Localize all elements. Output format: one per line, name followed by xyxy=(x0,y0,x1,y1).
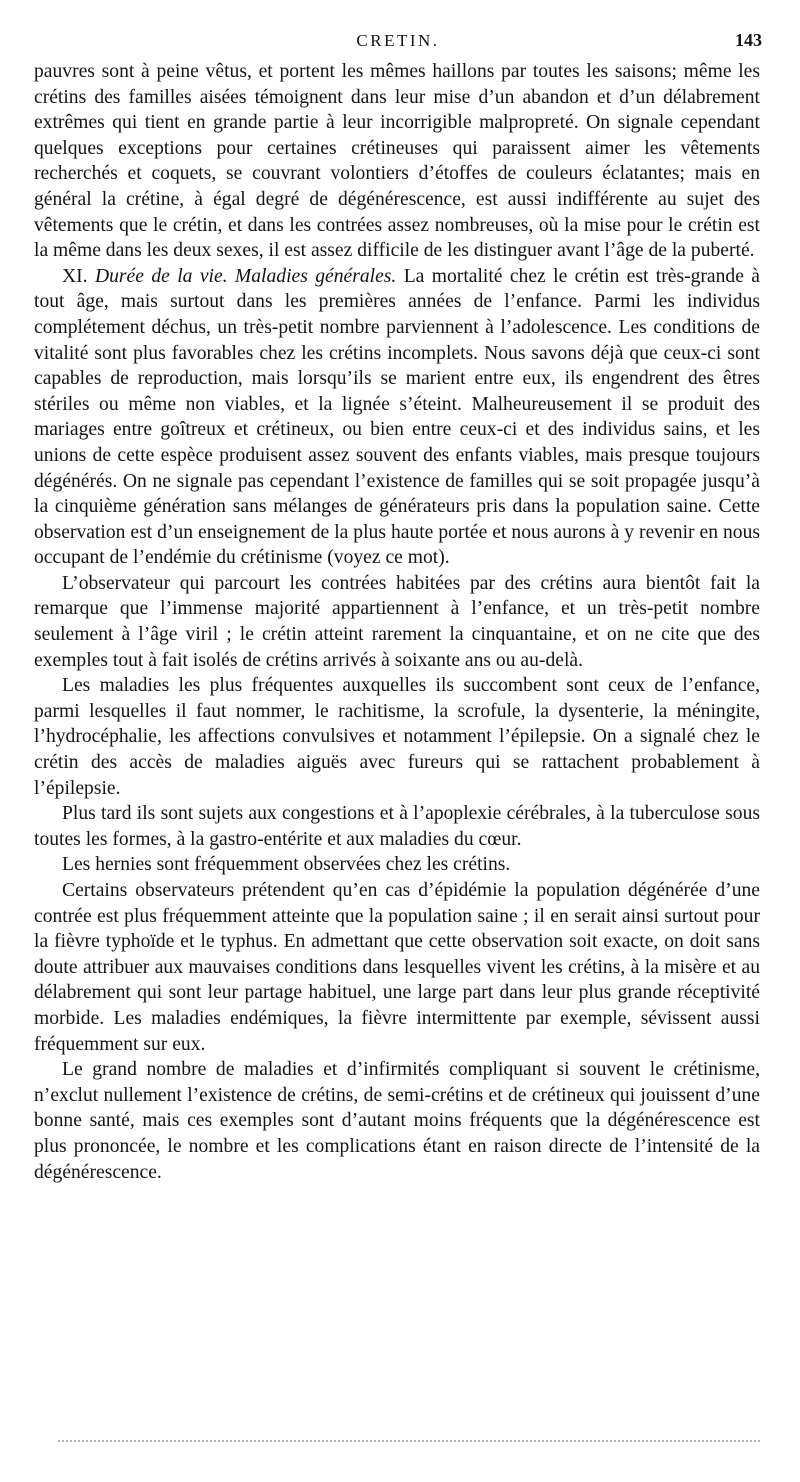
bottom-dotted-rule xyxy=(58,1440,760,1448)
section-xi-text: La mortalité chez le crétin est très-grande à tout âge, mais surtout dans les premières années de l’enfance. Parmi les individus complétement déchus, un très-petit nombre parviennent à l’adolescence. Les conditions de vitalité sont plus favorables chez les crétins incomplets. Nous savons déjà que ceux-ci sont capables de reproduction, mais lorsqu’ils se marient entre eux, ils engendrent des êtres stériles ou même non viables, et la lignée s’éteint. Malheureusement il se produit des mariages entre goîtreux et crétineux, ou bien entre ceux-ci et des individus sains, et les unions de cette espèce produisent assez souvent des enfants viables, mais presque toujours dégénérés. On ne signale pas cependant l’existence de familles qui se soit propagée jusqu’à la cinquième génération sans mélanges de générateurs pris dans la population saine. Cette observation est d’un enseignement de la plus haute portée et nous aurons à y revenir en nous occupant de l’endémie du crétinisme (voyez ce mot). xyxy=(34,265,760,569)
page-header xyxy=(34,31,762,55)
section-number: XI. xyxy=(62,265,88,287)
paragraph-epidemics: Certains observateurs prétendent qu’en cas d’épidémie la population dégénérée d’une contrée est plus fréquemment atteinte que la population saine ; il en serait ainsi surtout pour la fièvre typhoïde et le typhus. En admettant que cette observation soit exacte, on doit sans doute attribuer aux mauvaises conditions dans lesquelles vivent les crétins, à la misère et au délabrement qui sont leur partage habituel, une large part dans leur plus grande réceptivité morbide. Les maladies endémiques, la fièvre intermittente par exemple, sévissent aussi fréquemment sur eux. xyxy=(34,880,760,1055)
paragraph-clothing: pauvres sont à peine vêtus, et portent les mêmes haillons par toutes les saisons; même les crétins des familles aisées témoignent dans leur mise d’un abandon et d’un délabrement extrêmes qui tient en grande partie à leur incorrigible malpropreté. On signale cependant quelques exceptions pour certaines crétineuses qui paraissent aimer les vêtements recherchés et coquets, se couvrant volontiers d’étoffes de couleurs éclatantes; mais en général la crétine, à égal degré de dégénérescence, est aussi indifférente au sujet des vêtements que le crétin, et dans les contrées assez nombreuses, où la mise pour le crétin est la même dans les deux sexes, il est assez difficile de les distinguer avant l’âge de la puberté. xyxy=(34,61,760,262)
paragraph-section-xi xyxy=(34,264,760,571)
section-title: Durée de la vie. Maladies générales. xyxy=(94,265,397,287)
paragraph-complications: Le grand nombre de maladies et d’infirmités compliquant si souvent le crétinisme, n’exclut nullement l’existence de crétins, de semi-crétins et de crétineux qui jouissent d’une bonne santé, mais ces exemples sont d’autant moins fréquents que la dégénérescence est plus prononcée, le nombre et les complications étant en raison directe de l’intensité de la dégénérescence. xyxy=(34,1059,760,1183)
paragraph-observer: L’observateur qui parcourt les contrées habitées par des crétins aura bientôt fait la remarque que l’immense majorité appartiennent à l’enfance, et un très-petit nombre seulement à l’âge viril ; le crétin atteint rarement la cinquantaine, et on ne cite que des exemples tout à fait isolés de crétins arrivés à soixante ans ou au-delà. xyxy=(34,572,760,671)
body-text xyxy=(34,59,760,1185)
paragraph-hernias: Les hernies sont fréquemment observées chez les crétins. xyxy=(62,854,511,876)
running-head: CRETIN. xyxy=(356,31,440,50)
paragraph-later-diseases: Plus tard ils sont sujets aux congestions et à l’apoplexie cérébrales, à la tuberculose sous toutes les formes, à la gastro-entérite et aux maladies du cœur. xyxy=(34,803,760,850)
page-number: 143 xyxy=(735,30,762,50)
paragraph-frequent-diseases: Les maladies les plus fréquentes auxquelles ils succombent sont ceux de l’enfance, parmi lesquelles il faut nommer, le rachitisme, la scrofule, la dysenterie, la méningite, l’hydrocéphalie, les affections convulsives et notamment l’épilepsie. On a signalé chez le crétin des accès de maladies aiguës avec fureurs qui se rattachent probablement à l’épilepsie. xyxy=(34,675,760,799)
